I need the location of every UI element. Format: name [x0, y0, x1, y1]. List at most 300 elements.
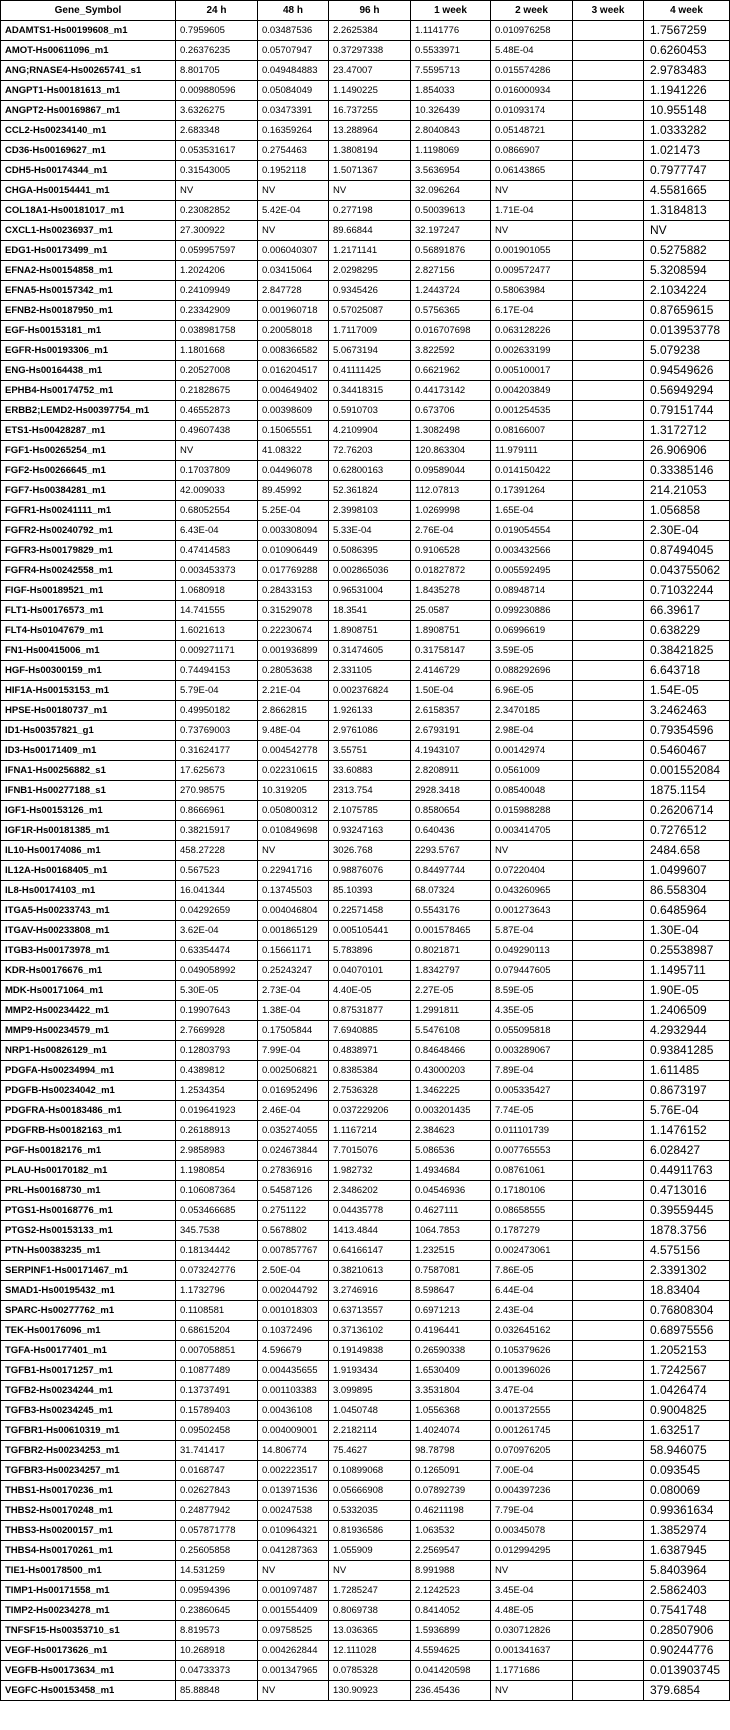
value-1-week-cell: 0.8021871 [411, 941, 491, 961]
value-24h-cell: 270.98575 [176, 781, 258, 801]
value-2-week-cell: 0.010976258 [491, 21, 573, 41]
value-3-week-cell [573, 661, 644, 681]
value-2-week-cell: 3.59E-05 [491, 641, 573, 661]
value-1-week-cell: 1.0556368 [411, 1401, 491, 1421]
value-3-week-cell [573, 381, 644, 401]
value-96h-cell: 130.90923 [329, 1681, 411, 1701]
value-4-week-cell: 0.638229 [644, 621, 730, 641]
value-1-week-cell: 0.6621962 [411, 361, 491, 381]
value-48h-cell: 0.03473391 [258, 101, 329, 121]
table-row [1, 1641, 730, 1661]
table-row [1, 881, 730, 901]
value-1-week-cell: 0.46211198 [411, 1501, 491, 1521]
value-48h-cell: 7.99E-04 [258, 1041, 329, 1061]
value-1-week-cell: 2928.3418 [411, 781, 491, 801]
gene-symbol-cell: EGFR-Hs00193306_m1 [1, 341, 176, 361]
table-row [1, 521, 730, 541]
gene-symbol-cell: ID3-Hs00171409_m1 [1, 741, 176, 761]
gene-symbol-cell: ANGPT2-Hs00169867_m1 [1, 101, 176, 121]
value-96h-cell: 0.37297338 [329, 41, 411, 61]
value-96h-cell: 1.1167214 [329, 1121, 411, 1141]
value-3-week-cell [573, 161, 644, 181]
value-96h-cell: 1.926133 [329, 701, 411, 721]
value-24h-cell: 0.31624177 [176, 741, 258, 761]
gene-symbol-cell: TGFBR1-Hs00610319_m1 [1, 1421, 176, 1441]
value-4-week-cell: NV [644, 221, 730, 241]
value-4-week-cell: 0.7541748 [644, 1601, 730, 1621]
value-24h-cell: 0.63354474 [176, 941, 258, 961]
gene-symbol-cell: IFNA1-Hs00256882_s1 [1, 761, 176, 781]
value-2-week-cell: 0.01093174 [491, 101, 573, 121]
value-24h-cell: 1.1980854 [176, 1161, 258, 1181]
value-48h-cell: NV [258, 221, 329, 241]
value-48h-cell: 0.05707947 [258, 41, 329, 61]
value-48h-cell: 0.2754463 [258, 141, 329, 161]
value-1-week-cell: 0.4196441 [411, 1321, 491, 1341]
value-3-week-cell [573, 401, 644, 421]
value-96h-cell: 0.93247163 [329, 821, 411, 841]
value-2-week-cell: 1.65E-04 [491, 501, 573, 521]
value-96h-cell: 0.37136102 [329, 1321, 411, 1341]
value-3-week-cell [573, 1221, 644, 1241]
value-48h-cell: 0.002223517 [258, 1461, 329, 1481]
value-48h-cell: 0.050800312 [258, 801, 329, 821]
value-96h-cell: 75.4627 [329, 1441, 411, 1461]
value-2-week-cell: 5.48E-04 [491, 41, 573, 61]
table-row [1, 481, 730, 501]
value-96h-cell: 13.036365 [329, 1621, 411, 1641]
value-1-week-cell: 236.45436 [411, 1681, 491, 1701]
value-48h-cell: NV [258, 181, 329, 201]
value-48h-cell: 0.008366582 [258, 341, 329, 361]
value-2-week-cell: 0.00142974 [491, 741, 573, 761]
value-24h-cell: 0.12803793 [176, 1041, 258, 1061]
value-2-week-cell: 4.35E-05 [491, 1001, 573, 1021]
value-2-week-cell: 7.86E-05 [491, 1261, 573, 1281]
value-3-week-cell [573, 321, 644, 341]
value-4-week-cell: 1.0333282 [644, 121, 730, 141]
value-3-week-cell [573, 141, 644, 161]
table-row [1, 1481, 730, 1501]
value-2-week-cell: 0.007765553 [491, 1141, 573, 1161]
value-3-week-cell [573, 641, 644, 661]
value-48h-cell: 0.001347965 [258, 1661, 329, 1681]
value-24h-cell: 2.9858983 [176, 1141, 258, 1161]
value-24h-cell: 0.18134442 [176, 1241, 258, 1261]
table-row [1, 81, 730, 101]
value-2-week-cell: 0.016000934 [491, 81, 573, 101]
value-3-week-cell [573, 1381, 644, 1401]
value-3-week-cell [573, 1521, 644, 1541]
value-96h-cell: 16.737255 [329, 101, 411, 121]
table-row [1, 1321, 730, 1341]
value-48h-cell: 41.08322 [258, 441, 329, 461]
value-4-week-cell: 1.7242567 [644, 1361, 730, 1381]
value-4-week-cell: 4.575156 [644, 1241, 730, 1261]
value-2-week-cell: 0.003289067 [491, 1041, 573, 1061]
header-4-week: 4 week [644, 1, 730, 21]
value-2-week-cell: NV [491, 1681, 573, 1701]
value-24h-cell: 0.23342909 [176, 301, 258, 321]
gene-symbol-cell: VEGF-Hs00173626_m1 [1, 1641, 176, 1661]
value-1-week-cell: 0.31758147 [411, 641, 491, 661]
value-1-week-cell: 0.07892739 [411, 1481, 491, 1501]
value-3-week-cell [573, 561, 644, 581]
header-48h: 48 h [258, 1, 329, 21]
value-48h-cell: 0.00436108 [258, 1401, 329, 1421]
value-4-week-cell: 0.013903745 [644, 1661, 730, 1681]
value-48h-cell: 0.004542778 [258, 741, 329, 761]
table-row [1, 981, 730, 1001]
value-4-week-cell: 0.93841285 [644, 1041, 730, 1061]
value-96h-cell: 4.40E-05 [329, 981, 411, 1001]
value-96h-cell: 2.0298295 [329, 261, 411, 281]
value-3-week-cell [573, 861, 644, 881]
value-3-week-cell [573, 341, 644, 361]
value-2-week-cell: 0.015988288 [491, 801, 573, 821]
value-3-week-cell [573, 781, 644, 801]
value-96h-cell: 3026.768 [329, 841, 411, 861]
value-24h-cell: 0.8666961 [176, 801, 258, 821]
value-1-week-cell: 0.43000203 [411, 1061, 491, 1081]
value-2-week-cell: 0.030712826 [491, 1621, 573, 1641]
gene-symbol-cell: PGF-Hs00182176_m1 [1, 1141, 176, 1161]
value-4-week-cell: 0.013953778 [644, 321, 730, 341]
gene-symbol-cell: EDG1-Hs00173499_m1 [1, 241, 176, 261]
value-3-week-cell [573, 281, 644, 301]
value-4-week-cell: 0.87494045 [644, 541, 730, 561]
value-2-week-cell: 0.17391264 [491, 481, 573, 501]
value-48h-cell: 9.48E-04 [258, 721, 329, 741]
value-3-week-cell [573, 701, 644, 721]
value-3-week-cell [573, 1061, 644, 1081]
gene-symbol-cell: EGF-Hs00153181_m1 [1, 321, 176, 341]
table-row [1, 1081, 730, 1101]
value-24h-cell: 0.7959605 [176, 21, 258, 41]
value-96h-cell: 0.63713557 [329, 1301, 411, 1321]
value-1-week-cell: 0.56891876 [411, 241, 491, 261]
value-4-week-cell: 0.001552084 [644, 761, 730, 781]
table-row [1, 1041, 730, 1061]
value-24h-cell: 3.62E-04 [176, 921, 258, 941]
value-2-week-cell: 0.0866907 [491, 141, 573, 161]
value-3-week-cell [573, 261, 644, 281]
value-3-week-cell [573, 1121, 644, 1141]
table-row [1, 741, 730, 761]
value-48h-cell: 0.010849698 [258, 821, 329, 841]
value-4-week-cell: 1.3172712 [644, 421, 730, 441]
value-24h-cell: 0.567523 [176, 861, 258, 881]
table-row [1, 1141, 730, 1161]
gene-symbol-cell: ADAMTS1-Hs00199608_m1 [1, 21, 176, 41]
gene-symbol-cell: THBS4-Hs00170261_m1 [1, 1541, 176, 1561]
value-48h-cell: 0.002044792 [258, 1281, 329, 1301]
value-3-week-cell [573, 301, 644, 321]
gene-symbol-cell: PRL-Hs00168730_m1 [1, 1181, 176, 1201]
value-96h-cell: 2.7536328 [329, 1081, 411, 1101]
value-96h-cell: 1.3808194 [329, 141, 411, 161]
value-48h-cell: 0.22941716 [258, 861, 329, 881]
value-4-week-cell: 1.54E-05 [644, 681, 730, 701]
table-row [1, 701, 730, 721]
value-2-week-cell: 0.070976205 [491, 1441, 573, 1461]
value-48h-cell: 0.035274055 [258, 1121, 329, 1141]
value-96h-cell: 0.04070101 [329, 961, 411, 981]
value-96h-cell: 0.62800163 [329, 461, 411, 481]
value-3-week-cell [573, 1321, 644, 1341]
value-24h-cell: 2.7669928 [176, 1021, 258, 1041]
value-2-week-cell: 0.06143865 [491, 161, 573, 181]
header-24h: 24 h [176, 1, 258, 21]
table-row [1, 1201, 730, 1221]
value-48h-cell: 0.001103383 [258, 1381, 329, 1401]
gene-symbol-cell: VEGFC-Hs00153458_m1 [1, 1681, 176, 1701]
value-2-week-cell: 0.0561009 [491, 761, 573, 781]
table-row [1, 1341, 730, 1361]
value-24h-cell: NV [176, 181, 258, 201]
value-4-week-cell: 5.079238 [644, 341, 730, 361]
value-48h-cell: 0.22230674 [258, 621, 329, 641]
value-48h-cell: 0.004262844 [258, 1641, 329, 1661]
value-3-week-cell [573, 81, 644, 101]
gene-symbol-cell: FIGF-Hs00189521_m1 [1, 581, 176, 601]
table-row [1, 541, 730, 561]
value-4-week-cell: 0.5275882 [644, 241, 730, 261]
value-48h-cell: 0.54587126 [258, 1181, 329, 1201]
value-1-week-cell: 2.384623 [411, 1121, 491, 1141]
table-row [1, 361, 730, 381]
table-row [1, 941, 730, 961]
value-24h-cell: 0.68052554 [176, 501, 258, 521]
value-2-week-cell: 2.43E-04 [491, 1301, 573, 1321]
value-1-week-cell: 1.6530409 [411, 1361, 491, 1381]
value-3-week-cell [573, 1441, 644, 1461]
value-1-week-cell: 2.2569547 [411, 1541, 491, 1561]
value-96h-cell: NV [329, 181, 411, 201]
value-3-week-cell [573, 841, 644, 861]
value-48h-cell: 5.25E-04 [258, 501, 329, 521]
value-3-week-cell [573, 1361, 644, 1381]
value-48h-cell: 0.001097487 [258, 1581, 329, 1601]
value-4-week-cell: 5.3208594 [644, 261, 730, 281]
value-4-week-cell: 0.33385146 [644, 461, 730, 481]
value-4-week-cell: 18.83404 [644, 1281, 730, 1301]
value-96h-cell: 0.5910703 [329, 401, 411, 421]
value-2-week-cell: 0.001341637 [491, 1641, 573, 1661]
table-row [1, 1421, 730, 1441]
value-48h-cell: 0.010906449 [258, 541, 329, 561]
value-48h-cell: 2.46E-04 [258, 1101, 329, 1121]
value-24h-cell: 2.683348 [176, 121, 258, 141]
value-4-week-cell: 0.44911763 [644, 1161, 730, 1181]
gene-symbol-cell: HIF1A-Hs00153153_m1 [1, 681, 176, 701]
gene-symbol-cell: IL10-Hs00174086_m1 [1, 841, 176, 861]
value-96h-cell: 0.96531004 [329, 581, 411, 601]
value-48h-cell: 2.50E-04 [258, 1261, 329, 1281]
value-3-week-cell [573, 1041, 644, 1061]
value-1-week-cell: 0.003201435 [411, 1101, 491, 1121]
value-2-week-cell: 0.001261745 [491, 1421, 573, 1441]
value-96h-cell: 0.002865036 [329, 561, 411, 581]
value-3-week-cell [573, 1301, 644, 1321]
gene-symbol-cell: ID1-Hs00357821_g1 [1, 721, 176, 741]
value-2-week-cell: 0.049290113 [491, 941, 573, 961]
value-2-week-cell: 0.099230886 [491, 601, 573, 621]
value-1-week-cell: 1.8435278 [411, 581, 491, 601]
value-48h-cell: 0.10372496 [258, 1321, 329, 1341]
value-3-week-cell [573, 121, 644, 141]
value-3-week-cell [573, 1161, 644, 1181]
value-4-week-cell: 1875.1154 [644, 781, 730, 801]
value-3-week-cell [573, 181, 644, 201]
value-2-week-cell: 0.009572477 [491, 261, 573, 281]
value-4-week-cell: 4.2932944 [644, 1021, 730, 1041]
value-2-week-cell: 0.08658555 [491, 1201, 573, 1221]
value-3-week-cell [573, 681, 644, 701]
value-24h-cell: 0.10877489 [176, 1361, 258, 1381]
table-row [1, 381, 730, 401]
value-24h-cell: 0.24877942 [176, 1501, 258, 1521]
value-3-week-cell [573, 221, 644, 241]
value-24h-cell: 1.0680918 [176, 581, 258, 601]
value-2-week-cell: 7.79E-04 [491, 1501, 573, 1521]
value-4-week-cell: 2.30E-04 [644, 521, 730, 541]
value-4-week-cell: 1.021473 [644, 141, 730, 161]
value-48h-cell: 0.001936899 [258, 641, 329, 661]
value-3-week-cell [573, 1401, 644, 1421]
value-24h-cell: 0.073242776 [176, 1261, 258, 1281]
value-2-week-cell: 0.58063984 [491, 281, 573, 301]
table-body [1, 21, 730, 1701]
value-48h-cell: 89.45992 [258, 481, 329, 501]
value-4-week-cell: 1.7567259 [644, 21, 730, 41]
gene-symbol-cell: TGFB3-Hs00234245_m1 [1, 1401, 176, 1421]
value-96h-cell: 23.47007 [329, 61, 411, 81]
gene-symbol-cell: TIE1-Hs00178500_m1 [1, 1561, 176, 1581]
value-2-week-cell: 0.06996619 [491, 621, 573, 641]
value-48h-cell: 0.001554409 [258, 1601, 329, 1621]
value-96h-cell: 89.66844 [329, 221, 411, 241]
value-2-week-cell: 0.055095818 [491, 1021, 573, 1041]
value-3-week-cell [573, 961, 644, 981]
value-96h-cell: 0.34418315 [329, 381, 411, 401]
gene-symbol-cell: PTN-Hs00383235_m1 [1, 1241, 176, 1261]
value-96h-cell: 2.3486202 [329, 1181, 411, 1201]
value-48h-cell: 0.010964321 [258, 1521, 329, 1541]
value-2-week-cell: 0.001372555 [491, 1401, 573, 1421]
value-3-week-cell [573, 1241, 644, 1261]
value-2-week-cell: 0.08166007 [491, 421, 573, 441]
value-48h-cell: 0.28433153 [258, 581, 329, 601]
value-24h-cell: 0.1108581 [176, 1301, 258, 1321]
value-3-week-cell [573, 1681, 644, 1701]
table-row [1, 581, 730, 601]
gene-symbol-cell: FGFR1-Hs00241111_m1 [1, 501, 176, 521]
value-96h-cell: 2.2625384 [329, 21, 411, 41]
value-48h-cell: NV [258, 841, 329, 861]
value-48h-cell: 0.04496078 [258, 461, 329, 481]
value-24h-cell: 0.057871778 [176, 1521, 258, 1541]
value-96h-cell: 1.8908751 [329, 621, 411, 641]
gene-symbol-cell: SMAD1-Hs00195432_m1 [1, 1281, 176, 1301]
value-24h-cell: 8.819573 [176, 1621, 258, 1641]
gene-symbol-cell: FGFR4-Hs00242558_m1 [1, 561, 176, 581]
value-2-week-cell: 5.87E-04 [491, 921, 573, 941]
table-row [1, 321, 730, 341]
table-row [1, 721, 730, 741]
table-row [1, 621, 730, 641]
value-96h-cell: 1413.4844 [329, 1221, 411, 1241]
value-48h-cell: NV [258, 1681, 329, 1701]
value-1-week-cell: 0.001578465 [411, 921, 491, 941]
table-row [1, 1521, 730, 1541]
value-4-week-cell: 1.1941226 [644, 81, 730, 101]
value-4-week-cell: 5.76E-04 [644, 1101, 730, 1121]
gene-symbol-cell: IL12A-Hs00168405_m1 [1, 861, 176, 881]
value-1-week-cell: 0.5756365 [411, 301, 491, 321]
value-96h-cell: 4.2109904 [329, 421, 411, 441]
value-96h-cell: 1.1490225 [329, 81, 411, 101]
table-row [1, 1461, 730, 1481]
value-2-week-cell: 0.004203849 [491, 381, 573, 401]
value-4-week-cell: 0.4713016 [644, 1181, 730, 1201]
value-1-week-cell: 1.0269998 [411, 501, 491, 521]
table-row [1, 1381, 730, 1401]
gene-symbol-cell: CDH5-Hs00174344_m1 [1, 161, 176, 181]
value-48h-cell: 0.15065551 [258, 421, 329, 441]
value-2-week-cell: 0.08948714 [491, 581, 573, 601]
table-row [1, 281, 730, 301]
value-4-week-cell: 1.6387945 [644, 1541, 730, 1561]
value-3-week-cell [573, 21, 644, 41]
value-48h-cell: 0.049484883 [258, 61, 329, 81]
table-row [1, 801, 730, 821]
table-row [1, 121, 730, 141]
value-3-week-cell [573, 441, 644, 461]
value-2-week-cell: 0.003414705 [491, 821, 573, 841]
value-96h-cell: 0.98876076 [329, 861, 411, 881]
value-2-week-cell: 0.012994295 [491, 1541, 573, 1561]
value-96h-cell: 0.002376824 [329, 681, 411, 701]
value-3-week-cell [573, 761, 644, 781]
gene-symbol-cell: NRP1-Hs00826129_m1 [1, 1041, 176, 1061]
value-24h-cell: 0.4389812 [176, 1061, 258, 1081]
table-row [1, 241, 730, 261]
value-1-week-cell: 4.5594625 [411, 1641, 491, 1661]
value-48h-cell: 0.017769288 [258, 561, 329, 581]
value-48h-cell: 0.013971536 [258, 1481, 329, 1501]
table-row [1, 101, 730, 121]
value-24h-cell: 0.23082852 [176, 201, 258, 221]
table-row [1, 1261, 730, 1281]
value-96h-cell: 5.0673194 [329, 341, 411, 361]
value-48h-cell: 0.5678802 [258, 1221, 329, 1241]
value-24h-cell: 0.13737491 [176, 1381, 258, 1401]
value-48h-cell: 0.006040307 [258, 241, 329, 261]
value-48h-cell: 14.806774 [258, 1441, 329, 1461]
value-2-week-cell: 6.96E-05 [491, 681, 573, 701]
value-2-week-cell: 0.004397236 [491, 1481, 573, 1501]
value-3-week-cell [573, 1021, 644, 1041]
value-96h-cell: 2.1075785 [329, 801, 411, 821]
value-24h-cell: 0.19907643 [176, 1001, 258, 1021]
value-4-week-cell: 0.9004825 [644, 1401, 730, 1421]
value-1-week-cell: 1.50E-04 [411, 681, 491, 701]
value-96h-cell: 2.9761086 [329, 721, 411, 741]
value-3-week-cell [573, 541, 644, 561]
gene-symbol-cell: HGF-Hs00300159_m1 [1, 661, 176, 681]
value-24h-cell: NV [176, 441, 258, 461]
